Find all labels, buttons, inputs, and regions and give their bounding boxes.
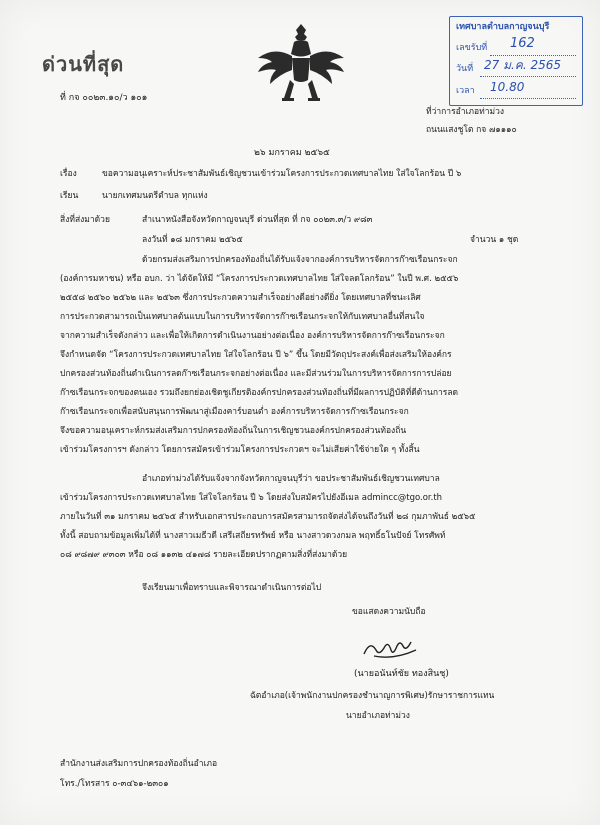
body-paragraph-2 [60,470,550,565]
body1-line: ด้วยกรมส่งเสริมการปกครองท้องถิ่นได้รับแจ้งจากองค์การบริหารจัดการก๊าซเรือนกระจก [142,255,458,265]
stamp-receipt-line [490,55,576,56]
body-paragraph-1 [60,251,550,460]
document-date: ๒๖ มกราคม ๒๕๖๕ [254,148,330,158]
office-address: ถนนแสงชูโต กจ ๗๑๑๑๐ [426,125,517,135]
stamp-receipt-value: 162 [510,36,535,51]
body1-line: จากความสำเร็จดังกล่าว และเพื่อให้เกิดการดำเนินงานอย่างต่อเนื่อง องค์การบริหารจัดการก๊าซเรือนกระจก [60,331,445,341]
signer-name: (นายอนันท์ชัย ทองสินชุ) [354,669,449,679]
stamp-time-line [480,98,576,99]
body1-line: การประกวดสามารถเป็นเทศบาลต้นแบบในการบริหารจัดการก๊าซเรือนกระจกให้กับเทศบาลอื่นที่สนใจ [60,312,425,322]
receipt-stamp [449,16,583,106]
body1-line: ปกครองส่วนท้องถิ่นดำเนินการลดก๊าซเรือนกระจกอย่างต่อเนื่อง และมีส่วนร่วมในการบริหารจัดการการปล่อย [60,369,452,379]
document-number: ที่ กจ ๐๐๒๓.๑๐/ว ๑๐๑ [60,93,148,103]
footer-office: สำนักงานส่งเสริมการปกครองท้องถิ่นอำเภอ [60,759,218,769]
stamp-receipt-label: เลขรับที่ [456,43,488,53]
body2-line: อำเภอท่าม่วงได้รับแจ้งจากจังหวัดกาญจนบุรีว่า ขอประชาสัมพันธ์เชิญชวนเทศบาล [142,474,440,484]
body2-line: เข้าร่วมโครงการประกวดเทศบาลไทย ใส่ใจโลกร้อน ปี ๖ โดยส่งใบสมัครไปยังอีเมล admincc@tgo.or.th [60,493,443,503]
signer-position-2: นายอำเภอท่าม่วง [346,711,410,721]
body1-line: ก๊าซเรือนกระจกของตนเอง รวมถึงยกย่องเชิดชูเกียรติองค์กรปกครองส่วนท้องถิ่นที่มีผลการปฏิบัติที่ดีด้านการลด [60,388,459,398]
urgent-mark: ด่วนที่สุด [42,52,125,76]
body2-line: ภายในวันที่ ๓๑ มกราคม ๒๕๖๕ สำหรับเอกสารประกอบการสมัครสามารถจัดส่งได้จนถึงวันที่ ๒๘ กุมภาพันธ์ ๒๕๖๕ [60,512,476,522]
body1-line: ก๊าซเรือนกระจกเพื่อสนับสนุนการพัฒนาสู่เมืองคาร์บอนต่ำ องค์การบริหารจัดการก๊าซเรือนกระจก [60,407,409,417]
attachment-line-2: ลงวันที่ ๑๘ มกราคม ๒๕๖๕ [142,235,243,245]
garuda-emblem-icon [252,18,350,114]
body1-line: จึงขอความอนุเคราะห์กรมส่งเสริมการปกครองท้องถิ่นในการเชิญชวนองค์กรปกครองส่วนท้องถิ่น [60,426,407,436]
body1-line: เข้าร่วมโครงการฯ ดังกล่าว โดยการสมัครเข้าร่วมโครงการประกวดฯ จะไม่เสียค่าใช้จ่ายใด ๆ ทั้งสิ้น [60,445,420,455]
stamp-date-value: 27 ม.ค. 2565 [484,58,562,72]
attachment-line-1: สำเนาหนังสือจังหวัดกาญจนบุรี ด่วนที่สุด ที่ กจ ๐๐๒๓.๓/ว ๙๘๓ [142,215,373,225]
footer-phone: โทร./โทรสาร ๐-๓๔๖๑-๒๓๐๑ [60,779,169,789]
body1-line: (องค์การมหาชน) หรือ อบก. ว่า ได้จัดให้มี “โครงการประกวดเทศบาลไทย ใส่ใจลดโลกร้อน” ในปี พ.ศ. ๒๕๕๖ [60,274,459,284]
body1-line: จึงกำหนดจัด “โครงการประกวดเทศบาลไทย ใส่ใจโลกร้อน ปี ๖” ขึ้น โดยมีวัตถุประสงค์เพื่อส่งเสริมให้องค์กร [60,350,452,360]
subject-text: ขอความอนุเคราะห์ประชาสัมพันธ์เชิญชวนเข้าร่วมโครงการประกวดเทศบาลไทย ใส่ใจโลกร้อน ปี ๖ [102,169,462,179]
regards-text: ขอแสดงความนับถือ [352,607,426,617]
stamp-org: เทศบาลตำบลกาญจนบุรี [456,22,550,32]
stamp-date-label: วันที่ [456,64,474,74]
closing-text: จึงเรียนมาเพื่อทราบและพิจารณาดำเนินการต่อไป [142,583,322,593]
attachment-label: สิ่งที่ส่งมาด้วย [60,215,110,225]
handwritten-signature-icon [360,634,422,664]
to-text: นายกเทศมนตรีตำบล ทุกแห่ง [102,191,208,201]
body1-line: ๒๕๕๘ ๒๕๖๐ ๒๕๖๒ และ ๒๕๖๓ ซึ่งการประกวดความสำเร็จอย่างดีอย่างดียิ่ง โดยเทศบาลที่ชนะเลิศ [60,293,421,303]
stamp-time-value: 10.80 [490,80,525,94]
to-label: เรียน [60,191,79,201]
subject-label: เรื่อง [60,169,77,179]
stamp-time-label: เวลา [456,86,475,96]
office-name: ที่ว่าการอำเภอท่าม่วง [426,107,505,117]
attachment-count: จำนวน ๑ ชุด [470,235,519,245]
body2-line: ๐๘ ๙๘๗๙ ๙๓๐๓ หรือ ๐๘ ๑๑๓๒ ๔๑๗๘ รายละเอียดปรากฏตามสิ่งที่ส่งมาด้วย [60,550,348,560]
signer-position: ฉัตอำเภอ(เจ้าพนักงานปกครองชำนาญการพิเศษ)รักษาราชการแทน [250,691,495,701]
body2-line: ทั้งนี้ สอบถามข้อมูลเพิ่มได้ที่ นางสาวเมธีวดี เสรีเสถียรทรัพย์ หรือ นางสาวดวงกมล พฤทธิ์ธโนปัจย์ โทรศัพท์ [60,531,446,541]
stamp-date-line [480,76,576,77]
